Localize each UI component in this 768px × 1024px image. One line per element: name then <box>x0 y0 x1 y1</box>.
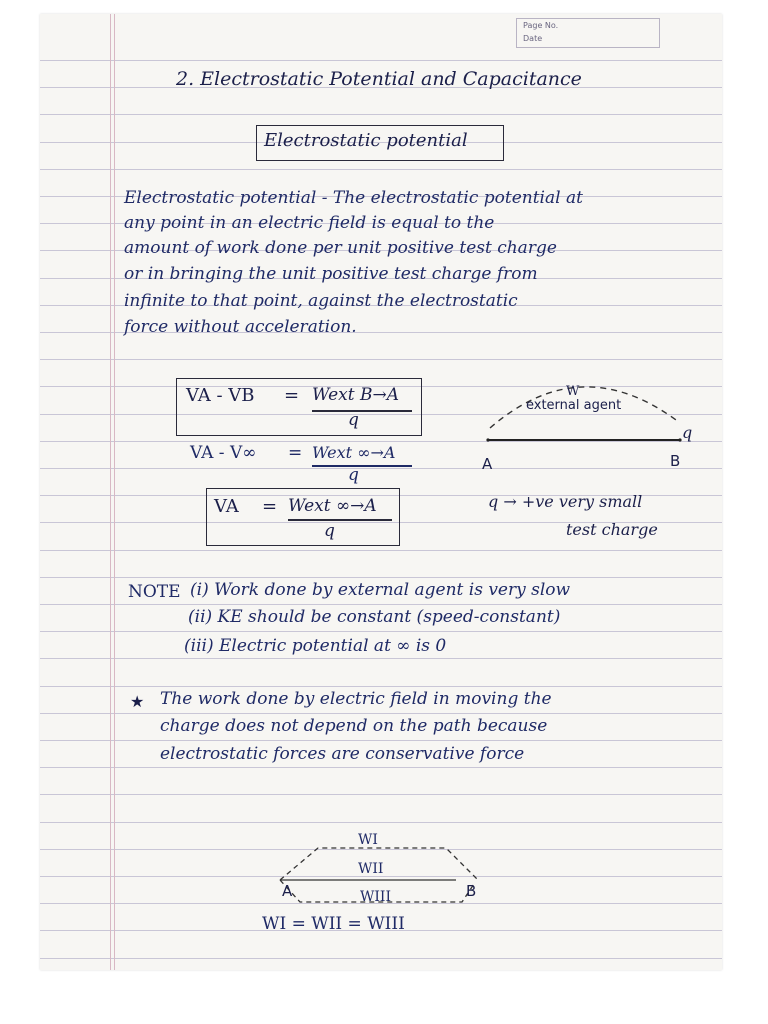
date-label: Date <box>523 34 543 43</box>
eq3-lhs: VA <box>214 496 239 517</box>
diagram2-w3-label: WIII <box>360 889 391 905</box>
diagram2-a-label: A <box>282 882 293 900</box>
diagram1-charge-label: q <box>682 423 693 442</box>
diagram1-point-a <box>486 438 489 441</box>
diagram1-w-label: W <box>566 384 580 399</box>
section-heading: Electrostatic potential <box>264 130 468 151</box>
definition-line: any point in an electric field is equal to the <box>124 213 495 233</box>
eq2-equals: = <box>288 443 303 463</box>
page-title: 2. Electrostatic Potential and Capacitance <box>176 68 582 90</box>
eq3-denominator: q <box>324 521 335 541</box>
eq3-numerator: Wext ∞→A <box>288 496 377 516</box>
star-icon: ★ <box>130 692 145 711</box>
note-item: (ii) KE should be constant (speed-constant) <box>188 607 561 627</box>
page-no-label: Page No. <box>523 21 559 30</box>
definition-line: or in bringing the unit positive test charge from <box>124 264 538 284</box>
diagram1-agent-label: external agent <box>526 398 622 413</box>
charge-note-line2: test charge <box>566 520 658 539</box>
note-item: (iii) Electric potential at ∞ is 0 <box>184 636 447 656</box>
note-item: (i) Work done by external agent is very slow <box>190 580 571 600</box>
note-label: NOTE <box>128 582 181 602</box>
definition-line: force without acceleration. <box>124 317 357 337</box>
definition-line: Electrostatic potential - The electrostatic potential at <box>124 188 583 208</box>
diagram1-a-label: A <box>482 455 493 473</box>
eq3-equals: = <box>262 496 278 517</box>
eq2-numerator: Wext ∞→A <box>312 443 396 462</box>
definition-line: amount of work done per unit positive test charge <box>124 238 557 258</box>
eq1-numerator: Wext B→A <box>312 385 399 405</box>
diagram2-w1-label: WI <box>358 832 378 848</box>
eq1-equals: = <box>284 385 300 406</box>
diagram1-b-label: B <box>670 452 681 470</box>
charge-note-line1: q → +ve very small <box>488 492 643 511</box>
star-point-line: electrostatic forces are conservative force <box>160 744 525 764</box>
eq2-lhs: VA - V∞ <box>190 443 257 463</box>
eq1-lhs: VA - VB <box>186 385 255 406</box>
diagram2-w2-label: WII <box>358 861 384 877</box>
eq2-denominator: q <box>348 465 359 485</box>
eq1-denominator: q <box>348 410 359 430</box>
diagram2-equality: WI = WII = WIII <box>262 914 405 934</box>
star-point-line: The work done by electric field in moving the <box>160 689 552 709</box>
star-point-line: charge does not depend on the path because <box>160 716 548 736</box>
diagram2-b-label: B <box>466 882 477 900</box>
definition-line: infinite to that point, against the electrostatic <box>124 291 518 311</box>
